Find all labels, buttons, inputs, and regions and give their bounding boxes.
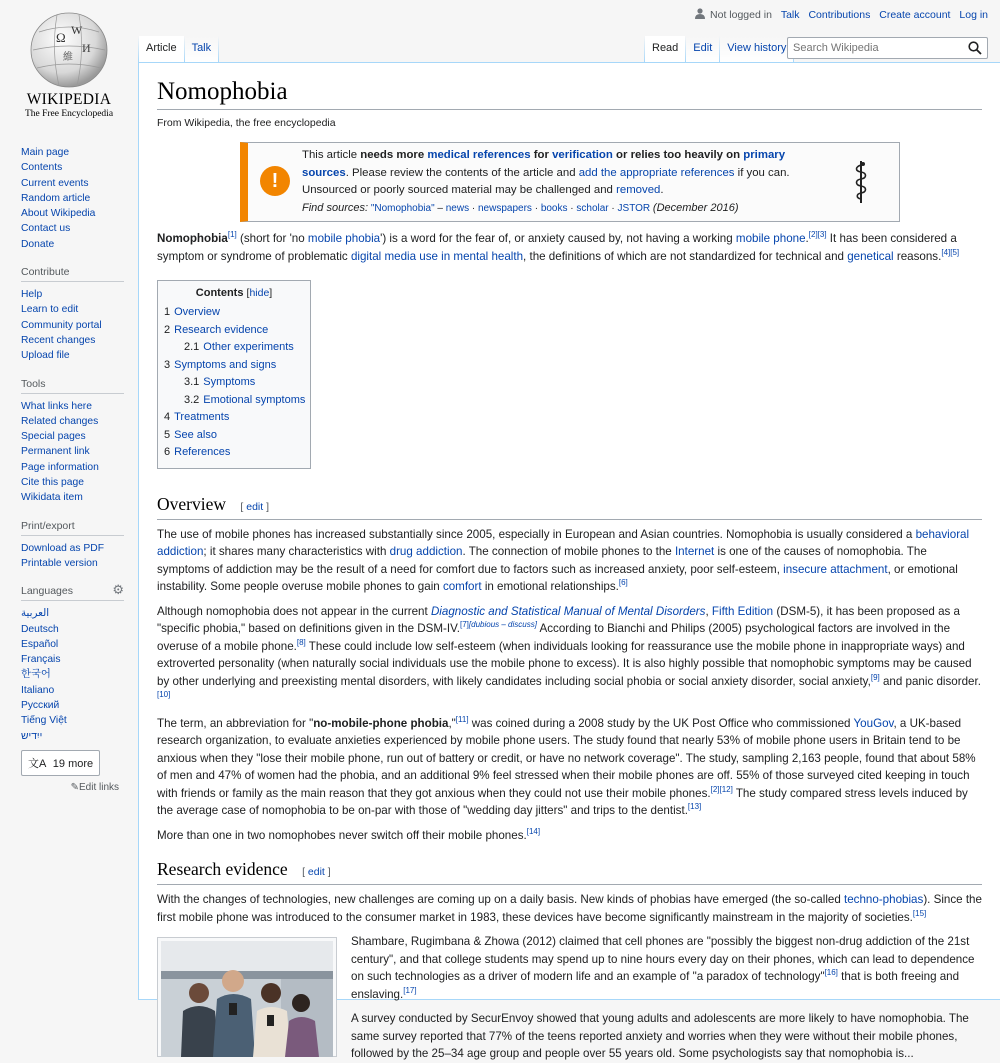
section-heading-research: Research evidence [ edit ] <box>157 858 982 885</box>
lead-text: , the definitions of which are not standardized for technical and <box>523 249 848 263</box>
notice-text-4: Unsourced or poorly sourced material may be challenged and <box>302 184 617 196</box>
sidebar-language-item <box>21 637 124 652</box>
sidebar-language-link[interactable]: Tiếng Việt <box>21 715 67 727</box>
lead-text: It has been considered a symptom or syndrome of problematic <box>157 232 957 263</box>
toc-label: Symptoms <box>203 376 256 388</box>
sidebar-nav-link[interactable]: About Wikipedia <box>21 208 96 220</box>
notice-text-3: if you can. <box>734 166 790 179</box>
notice-bold: needs more <box>360 149 428 161</box>
sidebar-tools-link[interactable]: Page information <box>21 461 99 473</box>
sidebar-language-link[interactable]: ייִדיש <box>21 730 43 742</box>
text: The use of mobile phones has increased substantially since 2005, especially in European and Asian countries. Nomophobia is usually considered a <box>157 527 916 541</box>
toc-item[interactable] <box>164 374 304 392</box>
sidebar-nav-link[interactable]: Main page <box>21 147 70 158</box>
text: These could include low self-esteem (when individuals looking for reassurance use the mobile phone in inappropriate ways) and extroverted personality (when naturally social individuals use the mobile phone to excess). It is also highly possible that nomophobic symptoms may be caused by other underlying and preexisting mental disorders, with likely candidates including social phobia or social anxiety disorder, social anxiety, <box>157 639 972 688</box>
overview-paragraph-4 <box>157 827 982 845</box>
sidebar-nav-link[interactable]: Random article <box>21 192 91 204</box>
edit-links-label: Edit links <box>78 781 119 793</box>
sidebar-nav-item <box>21 221 124 236</box>
text: The study compared stress levels induced by the average case of nomophobia to be on-par with those of "wedding day jitters" and trips to the dentist. <box>157 786 968 817</box>
find-source-link[interactable]: scholar <box>576 202 609 214</box>
languages-heading-wrap <box>21 582 124 601</box>
toc-number: 5 <box>164 428 171 441</box>
sidebar-language-item <box>21 713 124 728</box>
lead-text: ') is a word for the fear of, or anxiety caused by, not having a working <box>380 232 736 245</box>
toc-number: 3 <box>164 358 171 371</box>
sidebar-contribute-item <box>21 302 124 317</box>
overview-paragraph-3 <box>157 715 982 820</box>
text: , a UK-based research organization, to evaluate anxieties experienced by mobile phone users. The study found that nearly 53% of mobile phone users in Britain tend to be anxious when they "lose their mobile phone, run out of battery or credit, or have no network coverage". The study, sampling 2,163 people, found that about 58% of men and 47% of women had the phobia, and an additional 9% feel stressed when their mobile phones are off. 55% of those surveyed cited keeping in touch with friends or family as the main reason that they got anxious when they could not use their mobile phones. <box>157 716 976 800</box>
toc-title: Contents <box>195 287 244 299</box>
sidebar-print-link[interactable]: Printable version <box>21 557 98 569</box>
globe-glyph-1: Ω <box>56 30 66 45</box>
text: , or emotional instability. Some people overuse mobile phones to gain <box>157 562 958 593</box>
toc-link[interactable] <box>164 411 229 423</box>
sidebar-tools-item <box>21 414 124 429</box>
citation[interactable]: [8] <box>296 637 306 647</box>
sidebar-contribute-link[interactable]: Help <box>21 289 43 301</box>
text: , <box>705 604 712 618</box>
logo-tagline: The Free Encyclopedia <box>24 109 114 119</box>
text: . The connection of mobile phones to the <box>462 545 675 558</box>
toc-title-row: Contents [hide] <box>195 287 273 299</box>
sidebar-tools-item <box>21 490 124 505</box>
citation[interactable]: [1] <box>227 230 237 240</box>
tab-talk-label: Talk <box>191 42 212 54</box>
text: The term, an abbreviation for " <box>157 716 314 730</box>
sidebar-language-item <box>21 729 124 744</box>
citation[interactable]: [16] <box>824 968 838 978</box>
sidebar-contribute-link[interactable]: Community portal <box>21 319 102 331</box>
overview-heading: Overview <box>157 493 227 514</box>
find-source-link[interactable]: news <box>445 202 470 214</box>
tools-heading: Tools <box>21 378 124 394</box>
dsm-link[interactable]: Diagnostic and Statistical Manual of Mental Disorders <box>430 604 706 618</box>
toc-item[interactable] <box>164 427 304 445</box>
toc-number: 1 <box>164 306 171 318</box>
citation[interactable]: [11] <box>455 714 469 724</box>
toc-link[interactable] <box>164 324 268 336</box>
sidebar-contribute-link[interactable]: Learn to edit <box>21 304 79 316</box>
languages-heading: Languages <box>21 585 73 598</box>
toc-item[interactable] <box>164 444 304 462</box>
toc-item[interactable] <box>164 304 304 322</box>
research-heading: Research evidence <box>157 859 288 879</box>
find-separator: · <box>608 202 618 214</box>
citation[interactable]: [2][3] <box>808 230 827 240</box>
sidebar-contribute-item <box>21 348 124 363</box>
sidebar-nav-item <box>21 206 124 221</box>
citation[interactable]: [13] <box>687 802 702 812</box>
text: was coined during a 2008 study by the UK Post Office who commissioned <box>468 716 854 730</box>
sidebar-navigation <box>21 145 124 252</box>
thumbnail-image[interactable] <box>157 937 337 1057</box>
sidebar-language-item <box>21 606 124 621</box>
sidebar-language-link[interactable]: Русский <box>21 700 60 712</box>
citation[interactable]: [10] <box>157 690 171 700</box>
find-separator: · <box>567 202 577 214</box>
lead-paragraph <box>157 230 982 265</box>
sidebar-nav-link[interactable]: Donate <box>21 238 55 250</box>
toc-item[interactable] <box>164 409 304 427</box>
research-paragraph-1 <box>157 891 982 926</box>
sidebar-language-item <box>21 622 124 637</box>
citation[interactable]: [17] <box>403 985 417 995</box>
tab-edit-label: Edit <box>693 42 713 54</box>
log-in-link[interactable]: Log in <box>959 9 988 21</box>
sidebar-tools-link[interactable]: What links here <box>21 400 92 412</box>
article-content <box>138 62 1000 1060</box>
pencil-icon: ✎ <box>70 781 79 793</box>
toc-link[interactable] <box>184 376 255 388</box>
sidebar-contribute-item <box>21 333 124 348</box>
verification-link[interactable]: verification <box>552 149 613 161</box>
term-bold: no-mobile-phone phobia <box>313 716 449 730</box>
sidebar-nav-link[interactable]: Contact us <box>21 223 71 235</box>
text: Although nomophobia does not appear in the current <box>157 604 431 618</box>
citation[interactable]: [15] <box>912 908 927 918</box>
lead-term: Nomophobia <box>157 232 228 245</box>
edit-links[interactable] <box>21 782 119 793</box>
notice-bold-relies: or relies too heavily on <box>612 149 744 161</box>
sidebar-tools-link[interactable]: Related changes <box>21 415 99 427</box>
search-input[interactable] <box>788 38 958 58</box>
sidebar-tools-link[interactable]: Cite this page <box>21 477 84 489</box>
sidebar-language-link[interactable]: Italiano <box>21 684 55 696</box>
toc-number: 2 <box>164 323 171 336</box>
sidebar-language-link[interactable]: العربية <box>21 608 50 620</box>
sidebar-contribute-item <box>21 318 124 333</box>
sidebar-tools-item <box>21 460 124 475</box>
toc-link[interactable] <box>164 429 217 441</box>
toc-label: Symptoms and signs <box>174 358 277 371</box>
text: ; it shares many characteristics with <box>203 545 390 558</box>
page-subtitle: From Wikipedia, the free encyclopedia <box>157 117 336 129</box>
find-dash: – <box>434 202 446 214</box>
sidebar-language-link[interactable]: Deutsch <box>21 623 59 635</box>
more-languages-button[interactable] <box>21 750 100 776</box>
sidebar-nav-item <box>21 176 124 191</box>
warning-icon: ! <box>260 166 290 196</box>
toc-item[interactable] <box>164 392 304 410</box>
find-separator: · <box>469 202 478 214</box>
toc-number: 2.1 <box>184 341 200 353</box>
tab-talk[interactable] <box>185 36 219 62</box>
find-separator: · <box>531 202 541 214</box>
sidebar-language-item <box>21 683 124 698</box>
sidebar-language-item <box>21 667 124 682</box>
sidebar-tools-item <box>21 444 124 459</box>
text: According to Bianchi and Philips (2005) psychological factors are involved in the overuse of a mobile phone. <box>157 622 951 653</box>
sidebar-print <box>21 520 124 572</box>
sidebar-contribute-link[interactable]: Recent changes <box>21 334 96 346</box>
removed-link[interactable]: removed <box>616 184 661 196</box>
globe-glyph-2: W <box>71 23 83 37</box>
sidebar-tools-link[interactable]: Wikidata item <box>21 492 83 504</box>
toc-label: Treatments <box>174 411 230 423</box>
search-box <box>787 37 988 59</box>
sidebar-tools-link[interactable]: Special pages <box>21 431 86 443</box>
toc-label: Research evidence <box>174 323 269 336</box>
edit-section-overview[interactable]: edit <box>246 500 264 513</box>
text: that is both freeing and enslaving. <box>351 970 960 1001</box>
tab-view-history-label: View history <box>727 42 787 54</box>
toc-label: Other experiments <box>203 341 294 353</box>
citation[interactable]: [9] <box>870 672 880 682</box>
sidebar-nav-item <box>21 191 124 206</box>
table-of-contents <box>157 280 311 469</box>
text: is one of the causes of nomophobia. The symptoms of addiction may be the result of a need for comfort due to factors such as increased anxiety, poor self-esteem, <box>157 545 927 576</box>
sidebar-tools <box>21 378 124 506</box>
namespace-tabs <box>138 36 219 62</box>
sidebar-print-link[interactable]: Download as PDF <box>21 542 104 554</box>
sidebar-print-item <box>21 541 124 556</box>
text: ). Since the first mobile phone was introduced to the consumer market in 1983, these devices have become significantly mainstream in the majority of societies. <box>157 893 982 924</box>
insecure-attachment-link[interactable]: insecure attachment <box>783 562 888 576</box>
tab-read[interactable] <box>645 36 685 62</box>
text: A survey conducted by SecurEnvoy showed that young adults and adolescents are more likely to have nomophobia. The same survey reported that 77% of the teens reported anxiety and worries when they were without their mobile phones, followed by the 25–34 age group and people over 55 years old. Some psychologists say that nomophobia is... <box>351 1012 969 1060</box>
toc-hide-toggle[interactable]: hide <box>249 287 270 299</box>
lead-text: (short for 'no <box>236 232 308 245</box>
sidebar-language-link[interactable]: Español <box>21 638 59 650</box>
tab-article-label: Article <box>146 42 177 54</box>
find-query-link[interactable]: "Nomophobia" <box>370 202 435 214</box>
notice-date: (December 2016) <box>652 201 739 214</box>
internet-link[interactable]: Internet <box>674 545 715 558</box>
toc-label: Emotional symptoms <box>203 393 306 406</box>
sidebar <box>0 140 138 807</box>
sidebar-language-item <box>21 698 124 713</box>
techno-phobias-link[interactable]: techno-phobias <box>844 893 924 906</box>
citation[interactable]: [14] <box>526 826 541 836</box>
citation[interactable]: [2][12] <box>710 784 733 794</box>
toc-item[interactable] <box>164 357 304 375</box>
toc-label: Overview <box>174 306 220 318</box>
mobile-phone-link[interactable]: mobile phone <box>735 232 806 245</box>
personal-tools <box>695 8 988 21</box>
toc-label: References <box>174 446 231 458</box>
fifth-edition-link[interactable]: Fifth Edition <box>711 604 774 618</box>
sidebar-language-link[interactable]: 한국어 <box>21 669 51 681</box>
tab-edit[interactable] <box>686 36 719 62</box>
find-sources-label: Find sources: <box>302 201 369 214</box>
sidebar-contribute <box>21 266 124 363</box>
text: and panic disorder. <box>879 674 981 688</box>
toc-link[interactable] <box>164 446 230 458</box>
toc-number: 6 <box>164 446 171 458</box>
citation[interactable]: [7] <box>459 620 469 630</box>
globe-glyph-3: И <box>82 41 91 55</box>
overview-paragraph-2 <box>157 603 982 708</box>
talk-link[interactable]: Talk <box>780 9 800 21</box>
overview-paragraph-1 <box>157 526 982 596</box>
toc-link[interactable] <box>184 394 305 406</box>
behavioral-addiction-link[interactable]: behavioral addiction <box>157 527 970 558</box>
toc-link[interactable] <box>184 341 294 353</box>
user-icon <box>695 8 705 19</box>
globe-glyph-4: 維 <box>63 52 73 63</box>
dubious-tag[interactable]: [dubious – discuss] <box>468 620 537 630</box>
comfort-link[interactable]: comfort <box>442 580 482 593</box>
contributions-link[interactable]: Contributions <box>808 9 871 21</box>
logo-wordmark: WIKIPEDIA <box>26 91 112 108</box>
edit-section-research[interactable]: edit <box>307 866 325 878</box>
toc-label: See also <box>174 428 217 441</box>
sidebar-nav-item <box>21 160 124 175</box>
text: More than one in two nomophobes never switch off their mobile phones. <box>157 828 527 842</box>
people-using-phones-photo <box>161 941 333 1057</box>
add-references-link[interactable]: add the appropriate references <box>578 166 735 179</box>
find-sources <box>302 203 739 214</box>
toc-link[interactable] <box>164 359 276 371</box>
sidebar-nav-link[interactable]: Current events <box>21 177 89 189</box>
view-tabs <box>644 36 794 62</box>
contribute-heading: Contribute <box>21 266 124 282</box>
section-heading-overview: Overview [ edit ] <box>157 493 982 520</box>
find-source-link[interactable]: newspapers <box>478 202 532 214</box>
toc-link[interactable] <box>164 306 220 318</box>
page-title: Nomophobia <box>157 77 982 110</box>
toc-number: 3.1 <box>184 376 200 388</box>
drug-addiction-link[interactable]: drug addiction <box>389 545 463 558</box>
notice-text-5: . <box>660 184 664 196</box>
tab-read-label: Read <box>652 42 679 54</box>
toc-item[interactable] <box>164 322 304 340</box>
find-source-link[interactable]: JSTOR <box>617 202 651 214</box>
sidebar-languages <box>21 582 124 793</box>
text: Shambare, Rugimbana & Zhowa (2012) claimed that cell phones are "possibly the biggest non-drug addiction of the 21st century", and that college students may spend up to nine hours every day on their phones, which can lead to dependence on such technologies as a driver of modern life and an example of "a paradox of technology" <box>351 935 975 983</box>
sidebar-tools-link[interactable]: Permanent link <box>21 446 90 458</box>
lead-text: . <box>805 232 809 245</box>
toc-number: 4 <box>164 411 171 423</box>
puzzle-globe-icon <box>27 12 111 88</box>
translate-icon: 文A <box>28 757 46 770</box>
sidebar-contribute-item <box>21 287 124 302</box>
medical-references-link[interactable]: medical references <box>427 149 531 161</box>
notice-text-1: This article <box>302 149 361 161</box>
tab-article[interactable] <box>139 36 184 62</box>
text: in emotional relationships. <box>481 580 619 593</box>
create-account-link[interactable]: Create account <box>879 9 951 21</box>
lead-text: reasons. <box>893 249 942 263</box>
wikipedia-logo[interactable] <box>0 0 138 132</box>
search-icon[interactable] <box>968 41 982 55</box>
sidebar-nav-item <box>21 237 124 252</box>
citation[interactable]: [4][5] <box>941 247 960 257</box>
rod-of-asclepius-icon <box>853 159 869 205</box>
find-source-link[interactable]: books <box>540 202 568 214</box>
mobile-phobia-link[interactable]: mobile phobia <box>307 232 381 245</box>
print-heading: Print/export <box>21 520 124 536</box>
citation[interactable]: [6] <box>618 578 628 588</box>
sidebar-nav-link[interactable]: Contents <box>21 162 63 174</box>
text: (DSM-5), it has been proposed as a "specific phobia," based on definitions given in the DSM-IV. <box>157 604 961 635</box>
sidebar-language-item <box>21 652 124 667</box>
not-logged-in: Not logged in <box>710 9 772 21</box>
text: With the changes of technologies, new challenges are coming up on a daily basis. New kinds of phobias have emerged (the so-called <box>157 893 845 906</box>
notice-text <box>302 147 812 217</box>
sidebar-tools-item <box>21 475 124 490</box>
sidebar-tools-item <box>21 399 124 414</box>
toc-number: 3.2 <box>184 393 200 406</box>
genetical-link[interactable]: genetical <box>847 249 894 263</box>
gear-icon[interactable]: ⚙ <box>112 582 124 598</box>
toc-item[interactable] <box>164 339 304 357</box>
sidebar-nav-item <box>21 145 124 160</box>
sidebar-contribute-link[interactable]: Upload file <box>21 350 70 362</box>
sidebar-language-link[interactable]: Français <box>21 654 61 666</box>
sidebar-tools-item <box>21 429 124 444</box>
refimprove-notice <box>240 142 900 222</box>
notice-text-2: . Please review the contents of the article and <box>345 166 579 179</box>
sidebar-print-item <box>21 556 124 571</box>
tab-view-history[interactable] <box>720 36 793 62</box>
digital-media-link[interactable]: digital media use in mental health <box>350 249 524 263</box>
text: ," <box>448 716 456 730</box>
yougov-link[interactable]: YouGov <box>853 716 894 730</box>
primary-sources-link[interactable]: primary sources <box>302 149 786 179</box>
notice-bold-for: for <box>530 149 553 161</box>
more-languages-label: 19 more <box>52 757 94 770</box>
tab-separator <box>218 36 219 62</box>
